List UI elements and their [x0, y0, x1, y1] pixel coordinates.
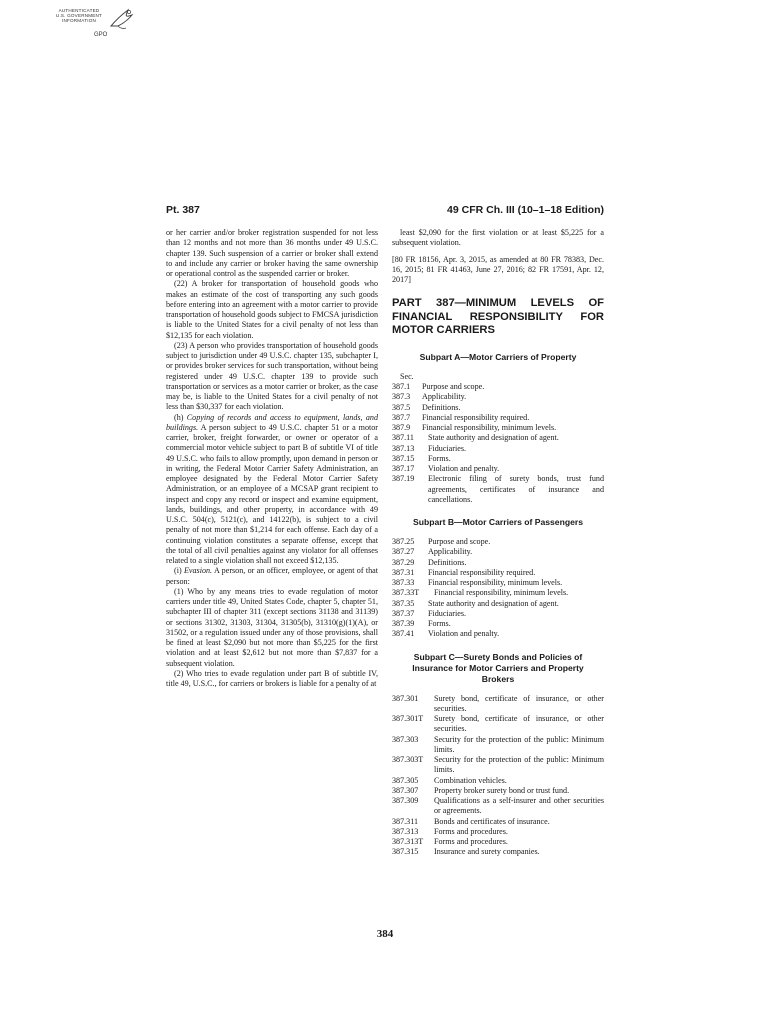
paragraph [166, 566, 378, 587]
section-entry [392, 599, 604, 609]
section-title: Financial responsibility, minimum levels. [428, 578, 563, 587]
section-title: Definitions. [422, 402, 461, 412]
section-title: Surety bond, certificate of insurance, or other securities. [434, 714, 604, 734]
continuation-paragraph: least $2,090 for the first violation or at least $5,225 for a subsequent violation. [392, 228, 604, 248]
section-entry [392, 588, 604, 598]
section-entry [392, 392, 604, 402]
paragraph-lead: (h) [174, 412, 187, 422]
section-title: Security for the protection of the public: Minimum limits. [434, 734, 604, 754]
section-entry [392, 827, 604, 837]
section-title: Fiduciaries. [428, 443, 466, 453]
paragraph [166, 413, 378, 567]
section-title: Qualifications as a self-insurer and other securities or agreements. [434, 796, 604, 816]
section-number: 387.311 [392, 816, 419, 826]
section-entry [392, 558, 604, 568]
section-entry [392, 609, 604, 619]
paragraph: (23) A person who provides transportation of household goods subject to jurisdiction under 49 U.S.C. chapter 135, subchapter I, or provides broker services for such transportation, without being registered under 49 U.S.C. chapter 139 to provide such transportation or services as a motor carrier or broker, as the case may be, is liable to the United States for a civil penalty of not less than $30,337 for each violation. [166, 340, 378, 412]
section-title: State authority and designation of agent. [428, 598, 559, 608]
logo-line: U.S. GOVERNMENT [55, 13, 103, 19]
paragraph-lead: (i) [174, 566, 184, 576]
section-number: 387.33T [392, 588, 420, 598]
section-number: 387.13 [392, 443, 415, 453]
section-number: 387.301 [392, 693, 419, 703]
section-entry [392, 817, 604, 827]
section-number: 387.29 [392, 557, 415, 567]
section-number: 387.305 [392, 775, 419, 785]
logo-line: AUTHENTICATED [58, 8, 100, 13]
section-number: 387.33 [392, 578, 415, 587]
section-number: 387.39 [392, 619, 415, 628]
section-title: Financial responsibility required. [428, 567, 536, 577]
section-entry [392, 629, 604, 639]
section-number: 387.303 [392, 734, 419, 744]
section-entry [392, 464, 604, 474]
paragraph-heading: Copying of records and access to equipment, lands, and buildings. [166, 412, 378, 432]
section-entry [392, 786, 604, 796]
section-entry [392, 444, 604, 454]
section-number: 387.17 [392, 464, 415, 473]
source-citation: [80 FR 18156, Apr. 3, 2015, as amended at 80 FR 78383, Dec. 16, 2015; 81 FR 41463, June 27, 2016; 82 FR 17591, Apr. 12, 2017] [392, 254, 604, 284]
gpo-authentication-logo [44, 6, 140, 42]
section-title: Insurance and surety companies. [434, 847, 540, 857]
section-entry [392, 847, 604, 857]
paragraph: or her carrier and/or broker registration suspended for not less than 12 months and not more than 36 months under 49 U.S.C. chapter 139. Such suspension of a carrier or broker shall extend to and include any carrier or broker having the same ownership or operational control as the suspended carrier or broker. [166, 228, 378, 278]
section-number: 387.7 [392, 412, 411, 422]
section-entry [392, 578, 604, 588]
section-title: Combination vehicles. [434, 775, 507, 785]
section-title: Definitions. [428, 557, 467, 567]
section-entry [392, 382, 604, 392]
header-edition-label: 49 CFR Ch. III (10–1–18 Edition) [447, 204, 604, 216]
section-entry [392, 694, 604, 715]
subpart-title: Subpart A—Motor Carriers of Property [419, 351, 577, 362]
section-number: 387.303T [392, 755, 424, 764]
section-title: Applicability. [428, 547, 473, 557]
section-entry [392, 619, 604, 629]
paragraph: (22) A broker for transportation of household goods who makes an estimate of the cost of transporting any such goods before entering into an agreement with a motor carrier to provide transportation of household goods subject to FMCSA jurisdiction is liable to the United States for a civil penalty of not less than $12,135 for each violation. [166, 279, 378, 340]
section-number: 387.313 [392, 826, 419, 836]
section-entry [392, 474, 604, 505]
logo-text-stack [44, 8, 114, 24]
section-entry [392, 735, 604, 756]
section-number: 387.307 [392, 785, 419, 795]
section-title: Financial responsibility, minimum levels. [422, 423, 557, 432]
subpart-b [392, 517, 604, 640]
section-entry [392, 568, 604, 578]
logo-line: INFORMATION [61, 18, 96, 24]
page-number: 384 [376, 928, 394, 940]
section-title: Forms. [428, 619, 451, 628]
header-part-label: Pt. 387 [166, 204, 200, 216]
section-entry [392, 413, 604, 423]
subpart-title: Subpart C—Surety Bonds and Policies of Insurance for Motor Carriers and Property Brokers [412, 651, 584, 684]
section-number: 387.15 [392, 453, 415, 463]
section-number: 387.3 [392, 392, 411, 402]
paragraph-body: A person, or an officer, employee, or agent of that person: [166, 566, 378, 586]
section-entry [392, 755, 604, 776]
section-number: 387.301T [392, 714, 424, 723]
section-title: Financial responsibility, minimum levels. [434, 588, 569, 598]
subpart-a [392, 352, 604, 505]
paragraph-body: A person subject to 49 U.S.C. chapter 51 or a motor carrier, broker, freight forwarder, or owner or operator of a commercial motor vehicle subject to part B of subtitle VI of title 49 U.S.C. who fails to allow promptly, upon demand in person or in writing, the Federal Motor Carrier Safety Administration, an employee designated by the Federal Motor Carrier Safety Administration, or an employee of a MCSAP grant recipient to inspect and copy any record or inspect and examine equipment, lands, buildings, and other property, in accordance with 49 U.S.C. 504(c), 5121(c), and 14122(b), is subject to a civil penalty of not more than $1,214 for each offense. Each day of a continuing violation constitutes a separate offense, except that the total of all civil penalties against any violator for all offenses related to a single violation shall not exceed $12,135. [166, 422, 378, 565]
section-list [392, 537, 604, 640]
section-entry [392, 796, 604, 817]
section-title: Surety bond, certificate of insurance, or other securities. [434, 693, 604, 713]
section-number: 387.27 [392, 547, 415, 557]
page-header [166, 204, 604, 218]
section-number: 387.25 [392, 537, 415, 546]
section-title: State authority and designation of agent. [428, 433, 559, 443]
right-column [392, 228, 604, 870]
section-entry [392, 776, 604, 786]
logo-gpo-mark: GPO [94, 32, 108, 38]
section-entry [392, 403, 604, 413]
section-list [392, 694, 604, 858]
section-number: 387.11 [392, 433, 414, 443]
sec-label: Sec. [400, 371, 414, 381]
part-title: PART 387—MINIMUM LEVELS OF FINANCIAL RESPONSIBILITY FOR MOTOR CARRIERS [392, 297, 604, 337]
section-title: Purpose and scope. [422, 382, 485, 391]
section-title: Forms and procedures. [434, 837, 508, 846]
paragraph: (1) Who by any means tries to evade regulation of motor carriers under title 49, United States Code, chapter 5, chapter 51, subchapter III of chapter 311 (except sections 31138 and 31139) or sections 31302, 31303, 31304, 31305(b), 31310(g)(1)(A), or 31502, or a regulation issued under any of those provisions, shall be fined at least $2,090 but not more than $5,225 for the first violation and at least $2,612 but not more than $7,837 for a subsequent violation. [166, 586, 378, 668]
section-list [392, 382, 604, 505]
eagle-icon [108, 6, 136, 32]
section-title: Purpose and scope. [428, 537, 491, 546]
section-title: Security for the protection of the public: Minimum limits. [434, 755, 604, 775]
section-title: Forms and procedures. [434, 826, 508, 836]
section-number: 387.41 [392, 629, 415, 639]
section-title: Property broker surety bond or trust fund. [434, 785, 570, 795]
paragraph-heading: Evasion. [183, 566, 213, 576]
section-entry [392, 837, 604, 847]
section-title: Electronic filing of surety bonds, trust fund agreements, certificates of insurance and cancellations. [428, 474, 604, 504]
left-column [166, 228, 378, 689]
section-title: Fiduciaries. [428, 608, 466, 618]
section-number: 387.313T [392, 837, 424, 846]
section-number: 387.5 [392, 402, 411, 412]
section-entry [392, 547, 604, 557]
section-entry [392, 454, 604, 464]
section-number: 387.9 [392, 423, 411, 432]
section-title: Applicability. [422, 392, 467, 402]
section-entry [392, 537, 604, 547]
section-number: 387.309 [392, 796, 419, 805]
section-number: 387.31 [392, 567, 415, 577]
section-entry [392, 714, 604, 735]
section-title: Violation and penalty. [428, 629, 500, 639]
section-title: Violation and penalty. [428, 464, 500, 473]
section-title: Forms. [428, 453, 451, 463]
section-number: 387.1 [392, 382, 411, 391]
paragraph: (2) Who tries to evade regulation under part B of subtitle IV, title 49, U.S.C., for carriers or brokers is liable for a penalty of at [166, 668, 378, 688]
section-title: Bonds and certificates of insurance. [434, 816, 550, 826]
section-number: 387.315 [392, 847, 419, 857]
section-title: Financial responsibility required. [422, 412, 530, 422]
section-number: 387.35 [392, 598, 415, 608]
section-number: 387.37 [392, 608, 415, 618]
subpart-title: Subpart B—Motor Carriers of Passengers [412, 517, 583, 527]
section-entry [392, 433, 604, 443]
subpart-c [392, 652, 604, 858]
section-number: 387.19 [392, 474, 415, 484]
section-entry [392, 423, 604, 433]
